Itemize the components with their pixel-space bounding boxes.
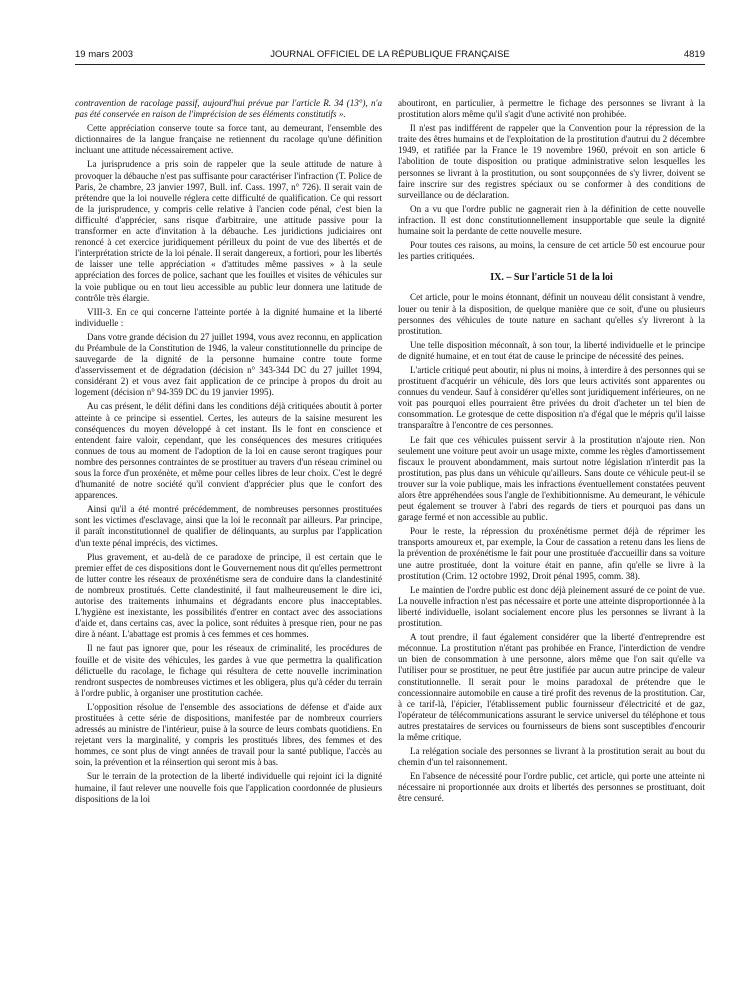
paragraph: Il ne faut pas ignorer que, pour les réseaux de criminalité, les procédures de fouille et de visite des véhicules, les gardes à vue que permettra la qualification délictuelle du racolage, le fichage qui résultera de cette nouvelle incrimination rendront suspectes de nombreuses victimes et les obligera, plus qu'à céder du terrain à l'ordre public, à organiser une prostitution cachée. (75, 643, 382, 698)
section-heading: IX. – Sur l'article 51 de la loi (490, 272, 613, 284)
paragraph: contravention de racolage passif, aujourd'hui prévue par l'article R. 34 (13°), n'a pas été conservée en raison de l'imprécision de ses éléments constitutifs ». (75, 98, 382, 120)
paragraph: Ainsi qu'il a été montré précédemment, de nombreuses personnes prostituées sont les victimes d'esclavage, ainsi que la loi le reconnaît par ailleurs. Par principe, il paraît inconstitutionnel de qualifier de délinquants, au surplus par l'application d'un texte pénal imprécis, des victimes. (75, 504, 382, 548)
paragraph: Au cas présent, le délit défini dans les conditions déjà critiquées aboutit à porter atteinte à ce principe si essentiel. Certes, les auteurs de la saisine mesurent les conséquences du moyen développé à cet instant. Ils le font en conscience et entendent faire valoir, cependant, que les conséquences des mesures critiquées connues de tous au moment de l'adoption de la loi en cause seront tragiques pour nombre des personnes contraintes de se prostituer au travers d'un réseau criminel ou sous la force d'un proxénète, et même pour celles libres de leur choix. C'est le degré d'humanité de notre société qu'il convient d'apprécier plus que le confort des apparences. (75, 401, 382, 501)
paragraph: Dans votre grande décision du 27 juillet 1994, vous avez reconnu, en application du Préambule de la Constitution de 1946, la valeur constitutionnelle du principe de sauvegarde de la dignité de la personne humaine contre toute forme d'asservissement et de dégradation (décision n° 343-344 DC du 27 juillet 1994, considérant 2) et vous avez fait application de ce principe à propos du droit au logement (décision n° 94-359 DC du 19 janvier 1995). (75, 331, 382, 398)
paragraph: VIII-3. En ce qui concerne l'atteinte portée à la dignité humaine et la liberté individuelle : (75, 306, 382, 328)
header-date: 19 mars 2003 (75, 49, 134, 60)
right-column (398, 98, 705, 978)
left-column (75, 98, 382, 978)
page-header (75, 49, 705, 63)
header-rule (75, 64, 705, 65)
paragraph: On a vu que l'ordre public ne gagnerait rien à la définition de cette nouvelle infraction. Il est donc constitutionnellement insupportable que seule la dignité humaine soit la perdante de cette nouvelle mesure. (398, 203, 705, 237)
paragraph: Le maintien de l'ordre public est donc déjà pleinement assuré de ce point de vue. La nouvelle infraction n'est pas nécessaire et porte une atteinte disproportionnée à la liberté individuelle, isolant socialement encore plus les personnes se livrant à la prostitution. (398, 584, 705, 629)
paragraph: Pour le reste, la répression du proxénétisme permet déjà de réprimer les transports amoureux et, par exemple, la Cour de cassation a retenu dans les liens de la prévention de proxénétisme le fait pour une prostituée d'accueillir dans sa voiture une autre prostituée, dont la voiture était en panne, afin qu'elle se livre à la prostitution (Crim. 12 octobre 1992, Droit pénal 1995, comm. 38). (398, 526, 705, 581)
paragraph: L'opposition résolue de l'ensemble des associations de défense et d'aide aux prostituées à cette série de dispositions, manifestée par de nombreux courriers adressés au ministre de l'intérieur, puise à la source de leurs combats quotidiens. En rejetant vers la marginalité, y compris les prostitués libres, des femmes et des hommes, ce sont plus de vingt années de travail pour la santé publique, l'accès au soin, la prévention et la réinsertion qui seront mis à bas. (75, 701, 382, 768)
paragraph: En l'absence de nécessité pour l'ordre public, cet article, qui porte une atteinte ni nécessaire ni proportionnée aux droits et libertés des personnes se prostituant, doit être censuré. (398, 771, 705, 804)
paragraph: Plus gravement, et au-delà de ce paradoxe de principe, il est certain que le premier effet de ces dispositions dont le Gouvernement nous dit qu'elles permettront de lutter contre les réseaux de proxénétisme sera de conduire dans la clandestinité de nombreux prostitués. Cette clandestinité, il faut malheureusement le dire ici, autorise des traitements inhumains et dégradants encore plus inacceptables. L'hygiène est inexistante, les possibilités d'entrer en contact avec des associations d'aide et, dans certains cas, avec la police, sont réduites à presque rien, pour ne pas dire à néant. L'abattage est promis à ces femmes et ces hommes. (75, 551, 382, 640)
paragraph: Il n'est pas indifférent de rappeler que la Convention pour la répression de la traite des êtres humains et de l'exploitation de la prostitution d'autrui du 2 décembre 1949, et ratifiée par la France le 19 novembre 1960, prévoit en son article 6 l'abolition de toute disposition ou pratique administrative selon lesquelles les personnes se livrant à la prostitution, ou sont soupçonnées de s'y livrer, doivent se faire inscrire sur des registres spéciaux ou se conformer à des conditions de surveillance ou de déclaration. (398, 123, 705, 200)
journal-title: JOURNAL OFFICIEL DE LA RÉPUBLIQUE FRANÇAISE (270, 49, 510, 60)
paragraph: La jurisprudence a pris soin de rappeler que la seule attitude de nature à provoquer la débauche n'est pas suffisante pour caractériser l'infraction (T. Police de Paris, 2e chambre, 23 janvier 1997, Bull. inf. Cass. 1997, n° 726). Il serait vain de prétendre que la loi nouvelle réglera cette difficulté de qualification. Ce qui ressort de la jurisprudence, y compris celle relative à l'ancien code pénal, c'est bien la difficulté d'apprécier, sans risque d'arbitraire, une attitude passive pour la transformer en acte d'invitation à la débauche. Les juridictions judiciaires ont renoncé à cet exercice juridiquement périlleux du point de vue des libertés et de l'interprétation stricte de la loi pénale. Il serait dangereux, a fortiori, pour les libertés de laisser une telle appréciation « d'attitudes même passives » à la seule appréciation des forces de police, sachant que les fouilles et visites de véhicules sur la voie publique ou en tout lieu accessible au public leur donnera une latitude de contrôle très élargie. (75, 159, 382, 303)
paragraph: Cet article, pour le moins étonnant, définit un nouveau délit consistant à vendre, louer ou tenir à la disposition, de quelque manière que ce soit, d'une ou plusieurs personnes des véhicules de toute nature en sachant qu'elles s'y livreront à la prostitution. (398, 292, 705, 336)
paragraph: Cette appréciation conserve toute sa force tant, au demeurant, l'ensemble des dictionnaires de la langue française ne retiennent du racolage qu'une définition incluant une attitude nécessairement active. (75, 123, 382, 156)
paragraph: Une telle disposition méconnaît, à son tour, la liberté individuelle et le principe de dignité humaine, et en tout état de cause le principe de nécessité des peines. (398, 339, 705, 361)
paragraph: aboutiront, en particulier, à permettre le fichage des personnes se livrant à la prostitution alors même qu'il s'agit d'une activité non prohibée. (398, 98, 705, 120)
page-number: 4819 (683, 49, 705, 60)
paragraph: La relégation sociale des personnes se livrant à la prostitution serait au bout du chemin d'un tel raisonnement. (398, 746, 705, 768)
paragraph: Sur le terrain de la protection de la liberté individuelle qui rejoint ici la dignité humaine, il faut relever une nouvelle fois que l'application coordonnée de plusieurs dispositions de la loi (75, 771, 382, 804)
paragraph: Le fait que ces véhicules puissent servir à la prostitution n'ajoute rien. Non seulement une voiture peut avoir un usage mixte, comme les règles d'amortissement fiscaux le prouvent abondamment, mais surtout notre législation n'interdit pas la prostitution, pas plus dans un véhicule qu'ailleurs. Sans doute ce véhicule peut-il se trouver sur la voie publique, mais les infractions éventuellement constatées peuvent alors être appréhendées sous l'angle de l'exhibitionnisme. Au demeurant, le véhicule peut également se trouver à l'abri des regards de tiers et pourquoi pas dans un garage fermé et non accessible au public. (398, 434, 705, 523)
paragraph: Pour toutes ces raisons, au moins, la censure de cet article 50 est encourue pour les parties critiquées. (398, 240, 705, 262)
paragraph: A tout prendre, il faut également considérer que la liberté d'entreprendre est méconnue. La prostitution n'étant pas prohibée en France, l'interdiction de vendre un bien de consommation à une personne, alors même que l'on sait qu'elle va l'utiliser pour se prostituer, ne peut être justifiée par aucun autre principe de valeur constitutionnelle. Il serait pour le moins paradoxal de prétendre que le concessionnaire automobile en cause a tiré profit des revenus de la prostitution. Car, à ce tarif-là, l'épicier, l'établissement public fournisseur d'électricité et de gaz, l'opérateur de télécommunications assurant le service universel du téléphone et tous autres prestataires de services ou fournisseurs de biens sont susceptibles d'encourir la même critique. (398, 632, 705, 742)
paragraph: L'article critiqué peut aboutir, ni plus ni moins, à interdire à des personnes qui se prostituent d'acquérir un véhicule, dès lors que leurs activités sont apparentes ou connues du vendeur. Sauf à considérer qu'elles sont juridiquement inférieures, on ne voit pas pourquoi elles pourraient être privées du droit d'acheter un tel bien de consommation. Le grotesque de cette disposition n'a d'égal que le mépris qu'il laisse transparaître à l'encontre de ces personnes. (398, 364, 705, 431)
